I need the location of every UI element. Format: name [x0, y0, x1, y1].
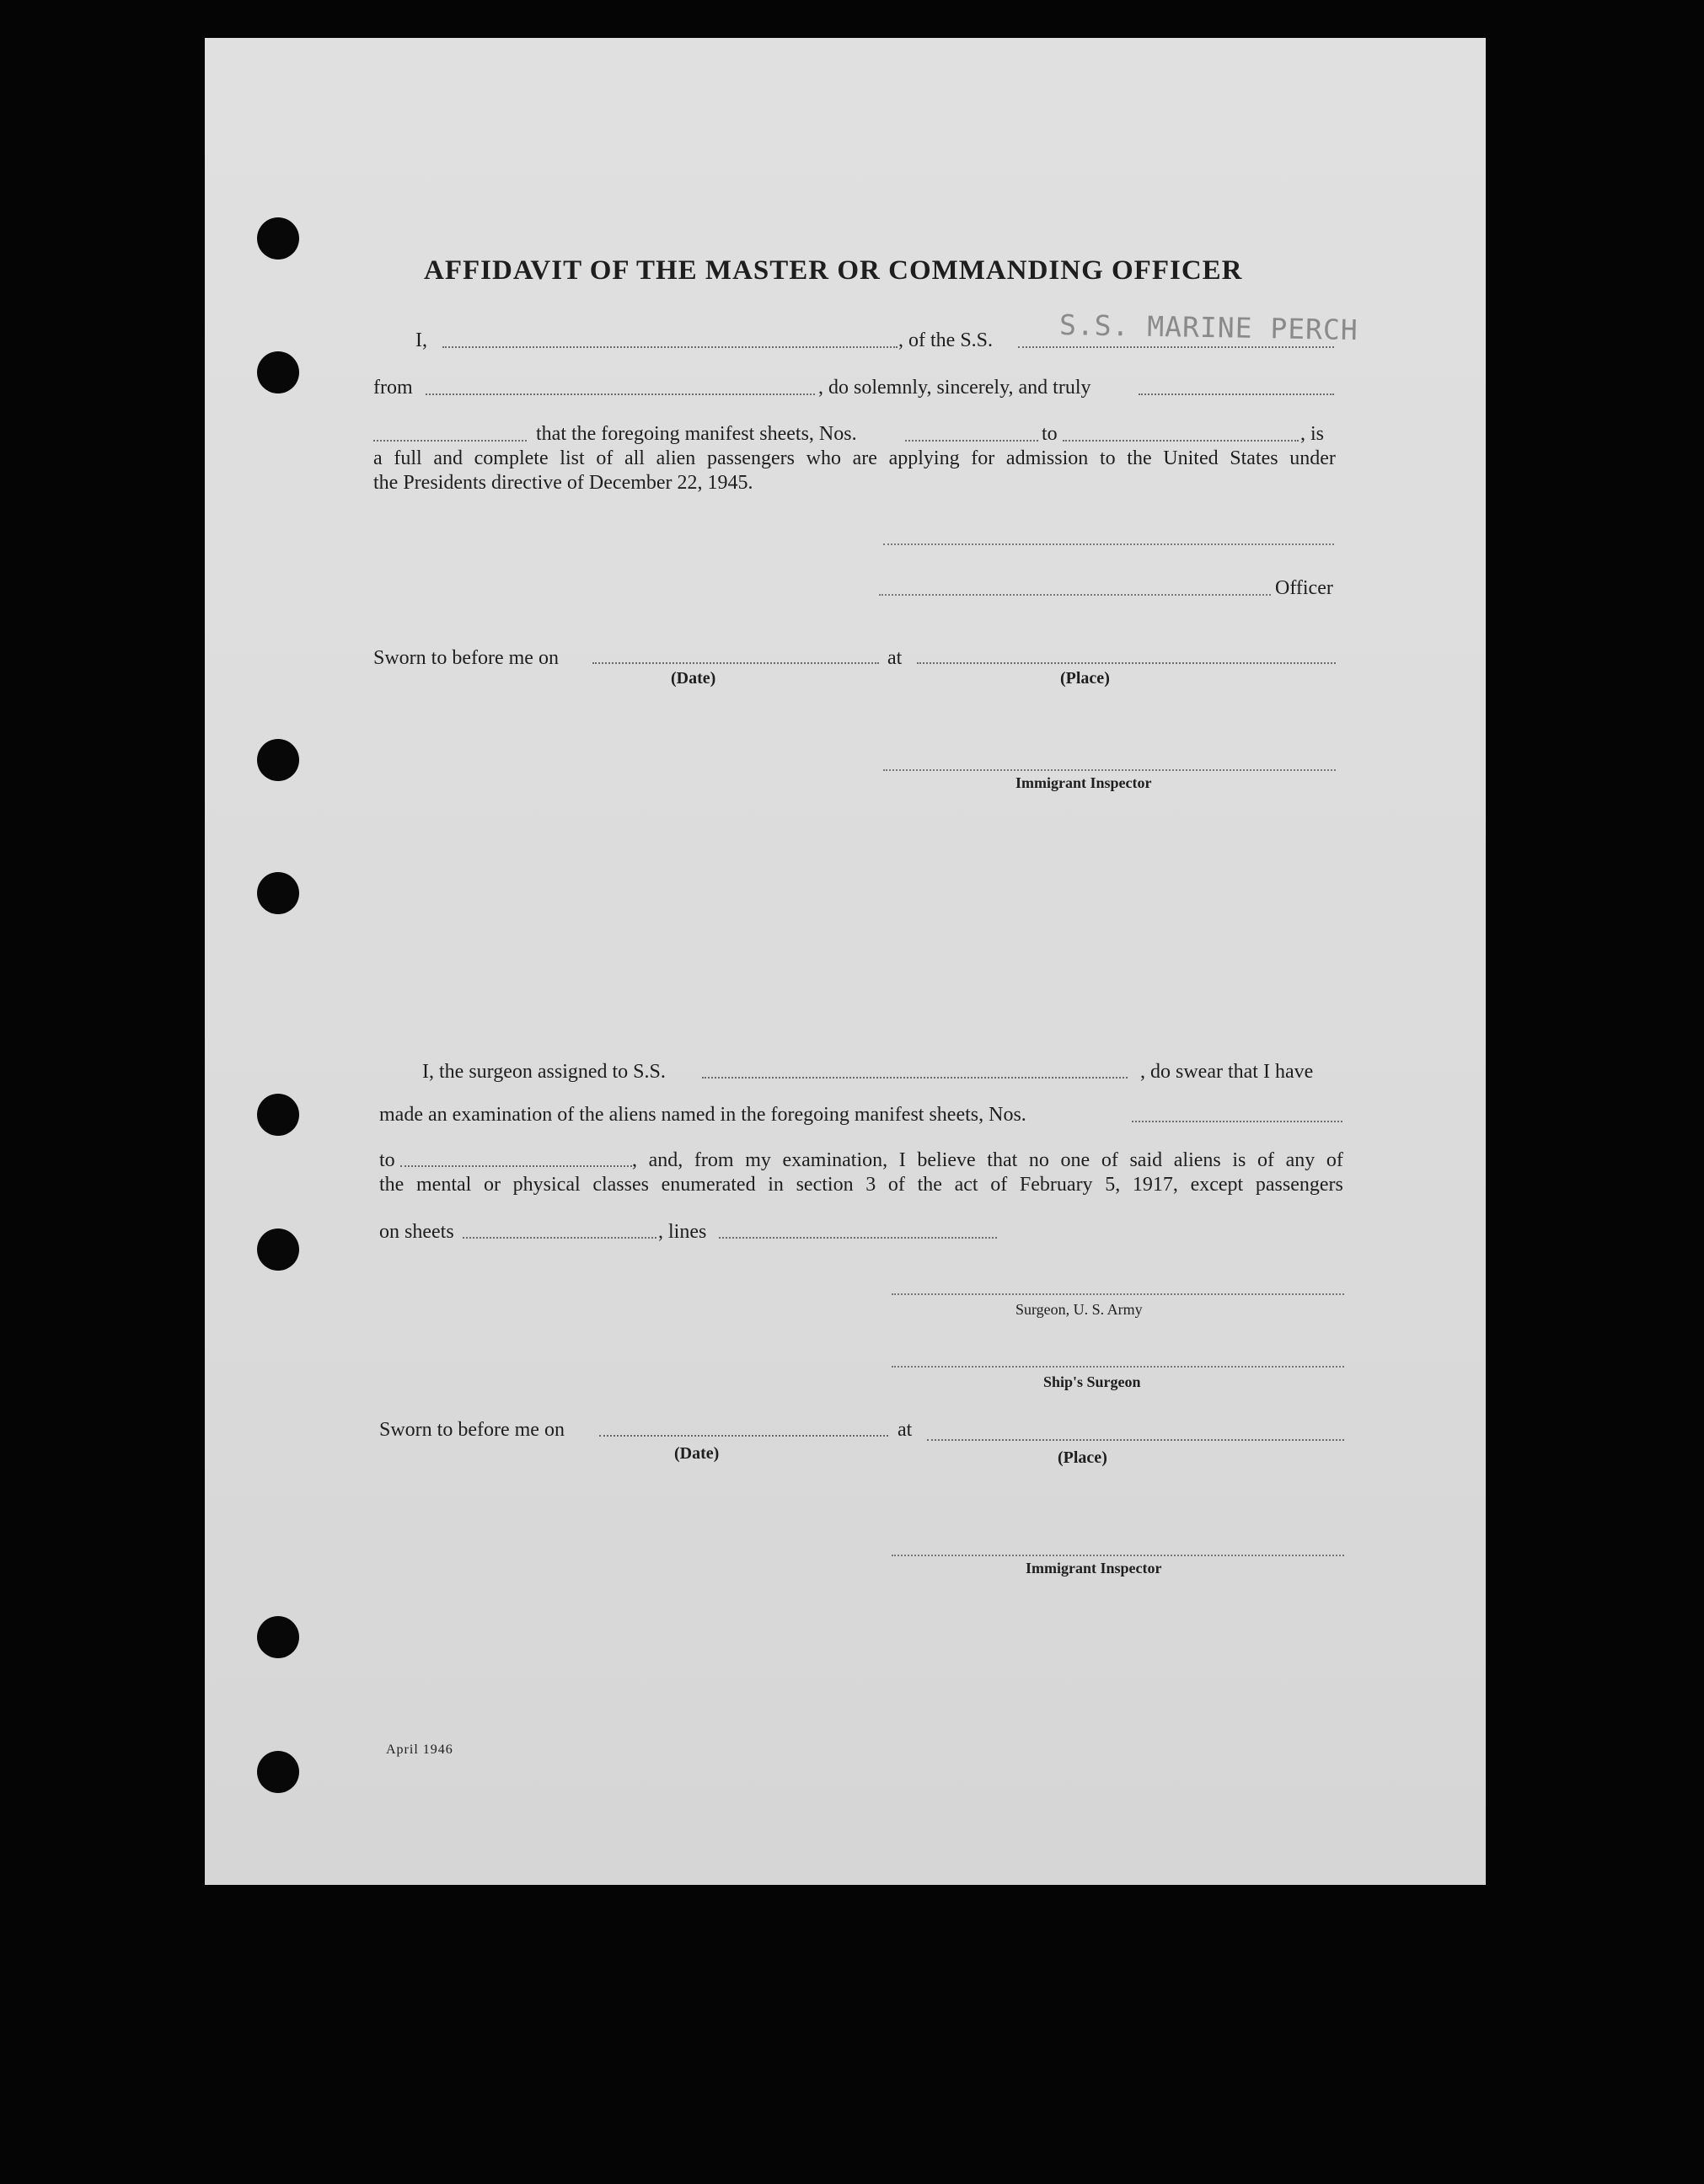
- surgeon-sworn-label: Sworn to before me on: [379, 1419, 565, 1441]
- sheets-to-field[interactable]: [1063, 440, 1299, 442]
- army-surgeon-signature-line[interactable]: [892, 1293, 1344, 1295]
- surgeon-sworn-date-field[interactable]: [599, 1435, 888, 1437]
- master-oath-field[interactable]: [1139, 393, 1334, 395]
- surgeon-line-2: made an examination of the aliens named in the foregoing manifest sheets, Nos.: [379, 1104, 1026, 1126]
- page-title: AFFIDAVIT OF THE MASTER OR COMMANDING OFFICER: [424, 255, 1243, 286]
- surgeon-date-caption: (Date): [674, 1444, 720, 1463]
- surgeon-line-4: the mental or physical classes enumerated in section 3 of the act of February 5, 1917, except passengers: [379, 1174, 1343, 1196]
- is-label: , is: [1300, 423, 1325, 445]
- master-date-caption: (Date): [671, 669, 716, 688]
- surgeon-sworn-place-field[interactable]: [927, 1439, 1344, 1441]
- excepted-sheets-field[interactable]: [463, 1237, 656, 1239]
- surgeon-inspector-signature-line[interactable]: [892, 1555, 1344, 1556]
- surgeon-ship-field[interactable]: [702, 1077, 1128, 1079]
- master-oath-field-2[interactable]: [373, 440, 527, 442]
- master-i-label: I,: [415, 329, 427, 351]
- master-sworn-place-field[interactable]: [917, 662, 1336, 664]
- binder-hole: [257, 1094, 299, 1136]
- ship-name-stamp: S.S. MARINE PERCH: [1058, 308, 1359, 347]
- binder-hole: [257, 872, 299, 914]
- master-name-field[interactable]: [442, 346, 898, 348]
- manifest-sheets-label: that the foregoing manifest sheets, Nos.: [536, 423, 857, 445]
- master-statement-line-4: a full and complete list of all alien passengers who are applying for admission to the United States under: [373, 447, 1336, 469]
- ships-surgeon-signature-line[interactable]: [892, 1366, 1344, 1368]
- binder-hole: [257, 1616, 299, 1658]
- binder-hole: [257, 1751, 299, 1793]
- surgeon-line-1-end: , do swear that I have: [1140, 1061, 1314, 1083]
- master-of-ss-label: , of the S.S.: [898, 329, 994, 351]
- master-inspector-signature-line[interactable]: [883, 769, 1336, 771]
- ship-name-field[interactable]: [1018, 346, 1334, 348]
- officer-label: Officer: [1275, 577, 1333, 599]
- surgeon-line-1: I, the surgeon assigned to S.S.: [422, 1061, 666, 1083]
- surgeon-sheets-from-field[interactable]: [1132, 1121, 1342, 1122]
- ships-surgeon-label: Ship's Surgeon: [1043, 1373, 1141, 1390]
- binder-hole: [257, 351, 299, 393]
- binder-hole: [257, 217, 299, 260]
- surgeon-sheets-to-field[interactable]: [400, 1165, 632, 1167]
- army-surgeon-label: Surgeon, U. S. Army: [1015, 1301, 1143, 1318]
- master-sworn-date-field[interactable]: [592, 662, 879, 664]
- master-statement-line-5: the Presidents directive of December 22, 1945.: [373, 472, 753, 494]
- surgeon-place-caption: (Place): [1058, 1448, 1107, 1467]
- master-from-label: from: [373, 377, 413, 399]
- master-from-field[interactable]: [426, 393, 815, 395]
- master-place-caption: (Place): [1060, 669, 1110, 688]
- master-at-label: at: [887, 647, 903, 669]
- binder-hole: [257, 739, 299, 781]
- binder-hole: [257, 1228, 299, 1271]
- surgeon-to-label: to: [379, 1149, 395, 1171]
- excepted-lines-field[interactable]: [719, 1237, 997, 1239]
- surgeon-at-label: at: [898, 1419, 913, 1441]
- master-inspector-label: Immigrant Inspector: [1015, 774, 1152, 791]
- on-sheets-label: on sheets: [379, 1221, 454, 1243]
- master-swear-label: , do solemnly, sincerely, and truly: [818, 377, 1091, 399]
- officer-signature-line[interactable]: [879, 594, 1271, 596]
- master-signature-line[interactable]: [883, 543, 1334, 545]
- sheets-to-label: to: [1042, 423, 1058, 445]
- surgeon-inspector-label: Immigrant Inspector: [1026, 1560, 1162, 1576]
- form-page: [205, 38, 1486, 1885]
- surgeon-line-3: , and, from my examination, I believe that no one of said aliens is of any of: [632, 1149, 1343, 1171]
- form-date-footer: April 1946: [386, 1742, 453, 1757]
- master-sworn-label: Sworn to before me on: [373, 647, 559, 669]
- lines-label: , lines: [658, 1221, 707, 1243]
- sheets-from-field[interactable]: [905, 440, 1038, 442]
